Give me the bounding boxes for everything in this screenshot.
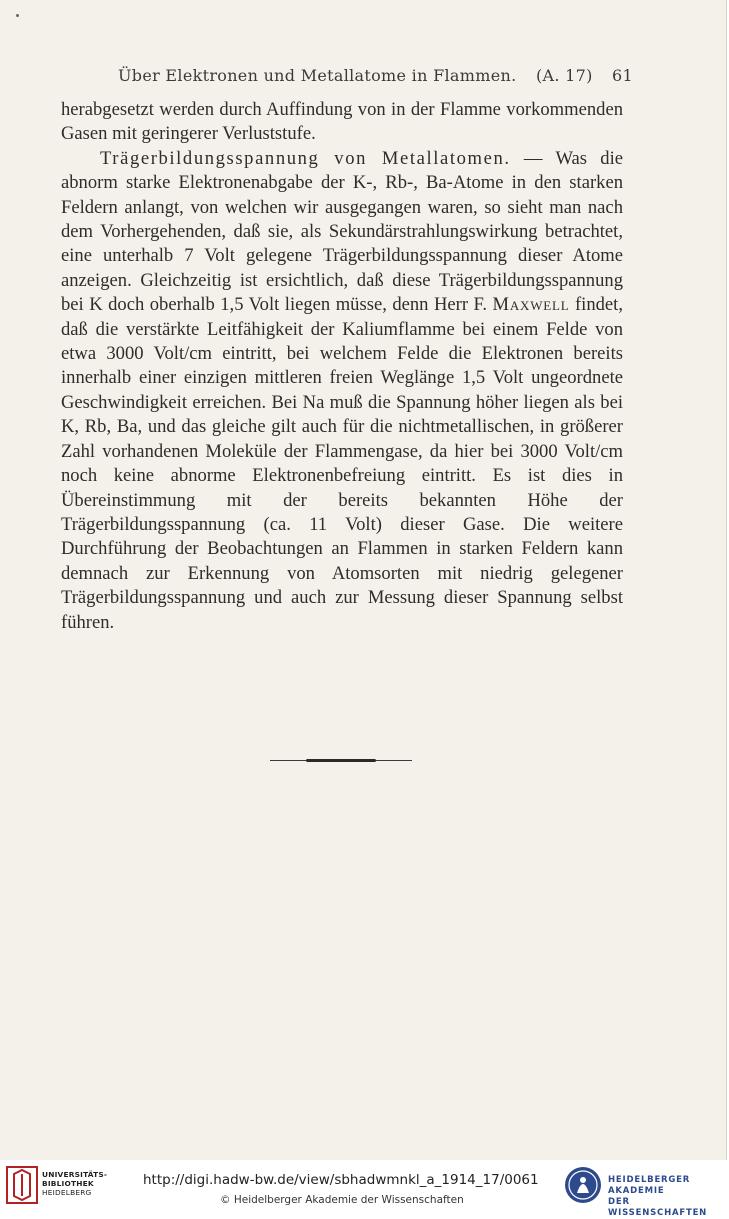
volume-reference: (A. 17) <box>536 66 593 85</box>
library-name: UNIVERSITÄTS- BIBLIOTHEK HEIDELBERG <box>42 1170 108 1197</box>
permalink-url[interactable]: http://digi.hadw-bw.de/view/sbhadwmnkl_a_1914_17/0061 <box>143 1172 539 1188</box>
section-heading: Trägerbildungsspannung von Metallatomen. <box>100 147 511 169</box>
paragraph-text-b: findet, daß die verstärkte Leitfähigkeit der Kaliumflamme bei einem Felde von etwa 3000 Volt/cm eintritt, bei welchem Felde die Elektronen bereits innerhalb einer einzigen mittleren freien Weglänge 1,5 Volt ungeordnete Geschwindigkeit erreichen. Bei Na muß die Spannung höher liegen als bei K, Rb, Ba, und das gleiche gilt auch für die nichtmetallischen, in größerer Zahl vorhandenen Moleküle der Flammengase, da hier bei 3000 Volt/cm noch keine abnorme Elektronenbefreiung eintritt. Es ist dies in Übereinstimmung mit der bereits bekannten Höhe der Trägerbildungsspannung (ca. 11 Volt) dieser Gase. Die weitere Durchführung der Beobachtungen an Flammen in starken Feldern kann demnach zur Erkennung von Atomsorten mit niedrig gelegener Trägerbildungsspannung und auch zur Messung dieser Spannung selbst führen. <box>61 294 624 633</box>
paragraph-text-a: — Was die abnorm starke Elektronenabgabe der K-, Rb-, Ba-Atome in den starken Feldern anlangt, von welchen wir ausgegangen waren, so sieht man nach dem Vorhergehenden, daß sie, als Sekundärstrahlungswirkung betrachtet, eine unterhalb 7 Volt gelegene Trägerbildungsspannung dieser Atome anzeigen. Gleichzeitig ist ersichtlich, daß diese Trägerbildungsspannung bei K doch oberhalb 1,5 Volt liegen müsse, denn Herr F. <box>61 147 624 316</box>
viewer-footer <box>0 1160 729 1218</box>
running-header <box>60 66 633 90</box>
copyright-notice: © Heidelberger Akademie der Wissenschaften <box>220 1194 464 1206</box>
author-name: Maxwell <box>492 294 570 316</box>
body-text <box>61 98 623 635</box>
end-rule <box>270 760 412 761</box>
running-title: Über Elektronen und Metallatome in Flammen. <box>118 66 517 85</box>
academy-seal-icon <box>563 1165 603 1205</box>
end-rule-ornament <box>306 759 376 762</box>
scan-speck <box>16 14 19 17</box>
academy-name: HEIDELBERGER AKADEMIE DER WISSENSCHAFTEN <box>608 1175 708 1218</box>
paragraph-continued: herabgesetzt werden durch Auffindung von in der Flamme vorkommenden Gasen mit geringerer Verluststufe. <box>61 99 623 145</box>
page-number: 61 <box>612 66 633 85</box>
paragraph-traegerbildung <box>61 147 623 635</box>
university-library-logo-icon <box>6 1166 38 1204</box>
